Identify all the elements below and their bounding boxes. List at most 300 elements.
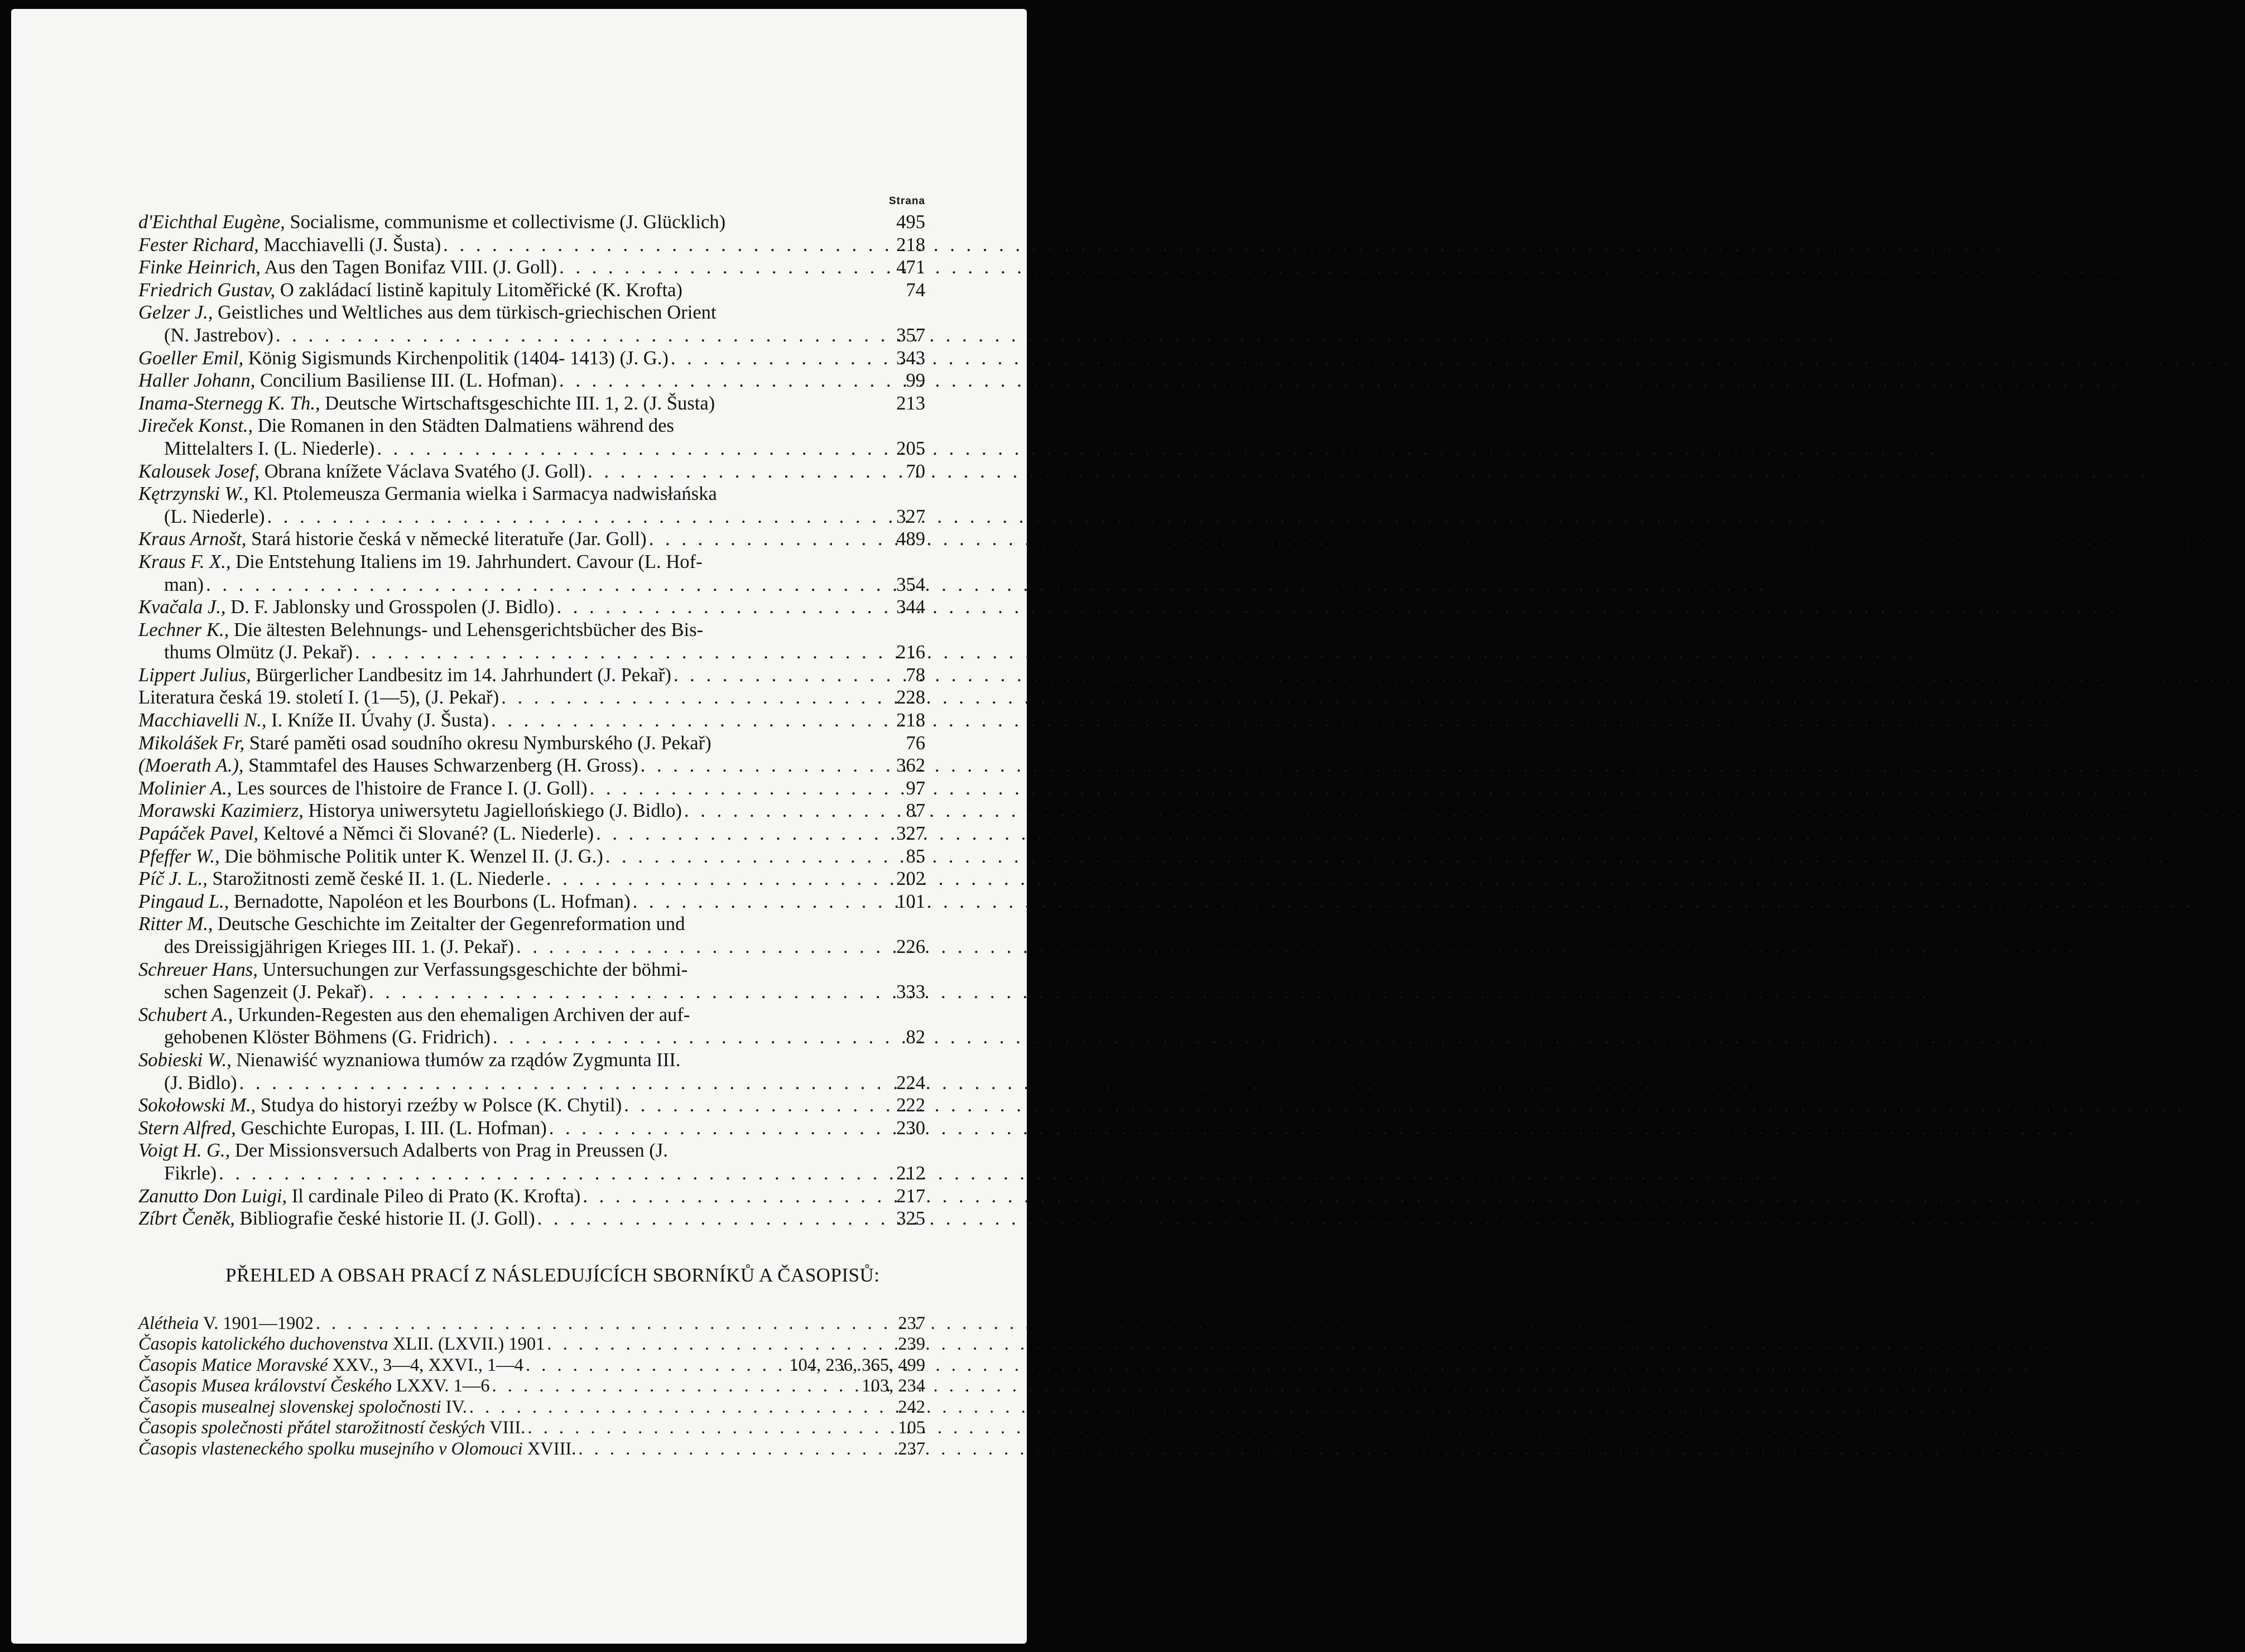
leader-dots	[514, 936, 892, 959]
leader-dots	[467, 1397, 895, 1418]
index-entry	[138, 777, 925, 800]
entry-title: (J. Bidlo)	[164, 1072, 237, 1094]
journal-volume: LXXV. 1—6	[396, 1376, 490, 1396]
leader-dots	[557, 256, 892, 279]
leader-dots	[374, 437, 892, 460]
page-number: 495	[896, 211, 925, 233]
entry-text	[164, 641, 353, 664]
entry-line	[138, 890, 925, 913]
entry-line	[138, 256, 925, 279]
entry-text	[138, 460, 585, 483]
leader-dots	[580, 1185, 892, 1208]
index-entry	[138, 369, 925, 392]
leader-dots	[499, 686, 892, 709]
entry-line	[138, 822, 925, 845]
entry-line	[138, 369, 925, 392]
entry-title: Bibliografie české historie II. (J. Goll)	[239, 1208, 535, 1230]
index-entry	[138, 959, 925, 1004]
entry-title: Studya do historyi rzeźby w Polsce (K. Chytil)	[260, 1095, 622, 1116]
entry-title: Aus den Tagen Bonifaz VIII. (J. Goll)	[264, 257, 557, 278]
index-entry	[138, 1117, 925, 1140]
index-entry	[138, 890, 925, 913]
leader-dots	[594, 822, 892, 845]
index-entry	[138, 1004, 925, 1049]
page-number: 218	[896, 234, 925, 256]
entry-line	[138, 1004, 925, 1027]
journal-page-numbers: 104, 236, 365, 499	[789, 1355, 925, 1375]
leader-dots	[265, 505, 892, 528]
page-number: 327	[896, 823, 925, 845]
entry-line	[138, 777, 925, 800]
entry-text	[164, 505, 265, 528]
leader-dots	[489, 709, 892, 732]
page-number: 97	[906, 777, 925, 799]
entry-text	[138, 392, 715, 415]
page-number: 230	[896, 1117, 925, 1139]
entry-line	[138, 709, 925, 732]
entry-line	[138, 301, 925, 324]
page-number: 101	[896, 890, 925, 912]
entry-title: Staré paměti osad soudního okresu Nymburského (J. Pekař)	[249, 732, 712, 754]
leader-dots	[217, 1162, 892, 1185]
index-entry	[138, 1207, 925, 1230]
journal-text	[138, 1418, 525, 1439]
journal-volume: XXV., 3—4, XXVI., 1—4	[332, 1355, 523, 1375]
entry-text	[138, 890, 631, 913]
strana-header: Strana	[888, 195, 925, 207]
entry-title: Deutsche Wirtschaftsgeschichte III. 1, 2. (J. Šusta)	[325, 392, 715, 414]
entry-line	[138, 664, 925, 687]
leader-dots	[314, 1313, 895, 1335]
page-number: 354	[896, 574, 925, 595]
page-number: 78	[906, 664, 925, 686]
entry-author: Jireček Konst.,	[138, 415, 253, 437]
journal-title: Časopis musealnej slovenskej spoločnosti	[138, 1396, 441, 1417]
leader-dots	[603, 845, 902, 868]
entry-text	[138, 279, 682, 302]
entry-text	[138, 1139, 668, 1162]
entry-line	[138, 211, 925, 234]
entry-line	[138, 324, 925, 347]
entry-text	[164, 574, 204, 596]
index-entry	[138, 460, 925, 483]
entry-author: Papáček Pavel,	[138, 823, 259, 845]
entry-line	[138, 641, 925, 664]
journal-text	[138, 1439, 576, 1460]
entry-line	[138, 1026, 925, 1049]
entry-text	[138, 664, 671, 687]
entry-author: Finke Heinrich,	[138, 257, 261, 278]
leader-dots	[525, 1418, 895, 1439]
leader-dots	[441, 234, 892, 257]
entry-title: O zakládací listině kapituly Litoměřické (K. Krofta)	[280, 279, 682, 301]
entry-line	[138, 868, 925, 890]
entry-text	[138, 845, 603, 868]
index-entry	[138, 211, 925, 234]
entry-title: Die böhmische Politik unter K. Wenzel II. (J. G.)	[224, 845, 603, 867]
entry-title: Il cardinale Pileo di Prato (K. Krofta)	[291, 1185, 581, 1207]
entry-author: Ritter M.,	[138, 913, 213, 935]
leader-dots	[669, 347, 892, 370]
journal-title: Časopis katolického duchovenstva	[138, 1334, 388, 1355]
entry-line	[138, 1049, 925, 1072]
entry-line	[138, 799, 925, 822]
page-number: 213	[896, 392, 925, 414]
entry-author: Zanutto Don Luigi,	[138, 1185, 287, 1207]
page-number: 226	[896, 936, 925, 957]
entry-line	[138, 528, 925, 551]
index-entry	[138, 754, 925, 777]
leader-dots	[588, 777, 902, 800]
entry-line	[138, 392, 925, 415]
index-text-block	[138, 193, 925, 1460]
page-number: 99	[906, 370, 925, 392]
entry-line	[138, 1072, 925, 1095]
leader-dots	[367, 981, 892, 1004]
entry-line	[138, 1117, 925, 1140]
journal-text	[138, 1313, 314, 1335]
index-entry	[138, 301, 925, 346]
entry-text	[138, 1207, 535, 1230]
index-entry	[138, 415, 925, 460]
entry-author: (Moerath A.),	[138, 755, 244, 777]
entry-title: Keltové a Němci či Slované? (L. Niederle)	[263, 823, 594, 845]
entry-line	[138, 279, 925, 302]
entry-title: Geschichte Europas, I. III. (L. Hofman)	[241, 1117, 547, 1139]
entry-line	[138, 1162, 925, 1185]
entry-line	[138, 754, 925, 777]
entry-text	[164, 1026, 491, 1049]
entry-text	[164, 1072, 237, 1095]
entry-title: Socialisme, communisme et collectivisme (J. Glücklich)	[290, 211, 726, 233]
leader-dots	[491, 1026, 902, 1049]
index-entry	[138, 845, 925, 868]
entry-title: Nienawiść wyznaniowa tłumów za rządów Zygmunta III.	[236, 1049, 681, 1071]
entry-line	[138, 936, 925, 959]
entry-text	[164, 1162, 217, 1185]
index-entry	[138, 256, 925, 279]
index-entry	[138, 686, 925, 709]
page-number: 82	[906, 1027, 925, 1048]
entry-title: Obrana knížete Václava Svatého (J. Goll)	[264, 460, 586, 482]
journal-line	[138, 1439, 925, 1460]
entry-title: (L. Niederle)	[164, 505, 265, 527]
index-entry	[138, 913, 925, 958]
entry-title: Literatura česká 19. století I. (1—5), (J. Pekař)	[138, 687, 499, 709]
entry-text	[138, 1049, 680, 1072]
leader-dots	[631, 890, 892, 913]
entry-author: Zíbrt Čeněk,	[138, 1208, 235, 1230]
entry-author: Lippert Julius,	[138, 664, 251, 686]
index-entry	[138, 279, 925, 302]
entry-title: Geistliches und Weltliches aus dem türkisch-griechischen Orient	[218, 302, 717, 324]
entry-author: Schreuer Hans,	[138, 959, 258, 980]
leader-dots	[671, 664, 902, 687]
entry-line	[138, 732, 925, 755]
entry-title: thums Olmütz (J. Pekař)	[164, 642, 353, 663]
page-number: 362	[896, 755, 925, 777]
leader-dots	[490, 1376, 859, 1397]
journal-title: Časopis Musea království Českého	[138, 1376, 392, 1396]
journal-title: Časopis vlasteneckého spolku musejního v Olomouci	[138, 1438, 523, 1459]
page-number: 343	[896, 347, 925, 369]
page-number: 212	[896, 1162, 925, 1184]
index-entry	[138, 1094, 925, 1117]
journal-title: Časopis Matice Moravské	[138, 1355, 328, 1375]
journal-page-numbers: 239	[898, 1334, 925, 1355]
entry-line	[138, 415, 925, 437]
entry-line	[138, 596, 925, 619]
page-number: 333	[896, 981, 925, 1003]
entry-title: des Dreissigjährigen Krieges III. 1. (J. Pekař)	[164, 936, 515, 957]
leader-dots	[204, 574, 892, 596]
entry-author: Haller Johann,	[138, 370, 256, 392]
entry-author: Kvačala J.,	[138, 596, 226, 618]
entry-title: Kl. Ptolemeusza Germania wielka i Sarmacya nadwisłańska	[253, 483, 717, 505]
leader-dots	[576, 1439, 895, 1460]
entry-line	[138, 686, 925, 709]
index-entry	[138, 1185, 925, 1208]
index-entry	[138, 732, 925, 755]
entry-title: Urkunden-Regesten aus den ehemaligen Archiven der auf-	[238, 1004, 690, 1025]
entry-line	[138, 1139, 925, 1162]
page-number: 85	[906, 845, 925, 867]
index-entry	[138, 234, 925, 257]
entry-author: Inama-Sternegg K. Th.,	[138, 392, 320, 414]
entry-line	[138, 619, 925, 642]
entry-author: Sobieski W.,	[138, 1049, 232, 1071]
journal-line	[138, 1418, 925, 1439]
entry-author: Gelzer J.,	[138, 302, 213, 324]
index-entry	[138, 596, 925, 619]
entry-text	[138, 959, 688, 981]
entry-title: (N. Jastrebov)	[164, 324, 273, 346]
entry-text	[138, 596, 554, 619]
index-entry	[138, 799, 925, 822]
entry-title: Fikrle)	[164, 1162, 217, 1184]
journal-page-numbers: 105	[898, 1418, 925, 1438]
entry-line	[138, 347, 925, 370]
journal-line	[138, 1376, 925, 1397]
entry-title: Les sources de l'histoire de France I. (J. Goll)	[237, 777, 588, 799]
entry-text	[138, 1185, 580, 1208]
entry-text	[138, 483, 717, 505]
index-entry	[138, 868, 925, 890]
entry-text	[138, 709, 489, 732]
entry-title: D. F. Jablonsky und Grosspolen (J. Bidlo)	[230, 596, 555, 618]
index-entry	[138, 347, 925, 370]
page-number: 489	[896, 528, 925, 550]
page-number: 74	[906, 279, 925, 301]
page-number: 205	[896, 437, 925, 459]
entry-author: Molinier A.,	[138, 777, 232, 799]
entry-title: Historya uniwersytetu Jagiellońskiego (J. Bidlo)	[308, 800, 682, 822]
entry-author: Kętrzynski W.,	[138, 483, 249, 505]
entry-author: Sokołowski M.,	[138, 1095, 256, 1116]
page-number: 202	[896, 868, 925, 890]
entry-title: Starožitnosti země české II. 1. (L. Niederle	[212, 868, 544, 890]
page-number: 471	[896, 257, 925, 278]
entry-author: Pfeffer W.,	[138, 845, 220, 867]
index-entry	[138, 392, 925, 415]
page-number: 217	[896, 1185, 925, 1207]
journal-volume: XLII. (LXVII.) 1901	[392, 1334, 545, 1355]
entry-author: Friedrich Gustav,	[138, 279, 276, 301]
index-entry	[138, 528, 925, 551]
leader-dots	[544, 868, 892, 890]
entry-author: Morawski Kazimierz,	[138, 800, 304, 822]
leader-dots	[545, 1334, 895, 1355]
page-number: 344	[896, 596, 925, 618]
entry-author: Schubert A.,	[138, 1004, 233, 1025]
page-number: 228	[896, 687, 925, 709]
entry-title: Macchiavelli (J. Šusta)	[263, 234, 441, 256]
entry-text	[138, 1004, 690, 1027]
entry-line	[138, 460, 925, 483]
entry-title: Die Entstehung Italiens im 19. Jahrhundert. Cavour (L. Hof-	[235, 551, 703, 572]
page-number: 87	[906, 800, 925, 822]
entry-title: I. Kníže II. Úvahy (J. Šusta)	[271, 710, 489, 731]
entry-author: Kraus Arnošt,	[138, 528, 247, 550]
page-number: 327	[896, 505, 925, 527]
entry-author: Píč J. L.,	[138, 868, 208, 890]
entry-author: Lechner K.,	[138, 619, 229, 640]
entry-line	[138, 1207, 925, 1230]
page-number: 224	[896, 1072, 925, 1094]
journal-page-numbers: 103, 234	[862, 1376, 925, 1396]
entry-text	[138, 868, 544, 890]
index-entry	[138, 1049, 925, 1094]
entry-author: Macchiavelli N.,	[138, 710, 267, 731]
entry-text	[138, 528, 647, 551]
leader-dots	[622, 1094, 892, 1117]
review-index-list	[138, 211, 925, 1230]
journal-volume: IV.	[445, 1396, 467, 1417]
leader-dots	[523, 1355, 786, 1376]
entry-author: Kraus F. X.,	[138, 551, 231, 572]
entry-text	[138, 1117, 547, 1140]
entry-title: Die Romanen in den Städten Dalmatiens während des	[257, 415, 674, 437]
entry-text	[164, 324, 273, 347]
entry-line	[138, 234, 925, 257]
journal-page-numbers: 237	[898, 1438, 925, 1459]
entry-text	[138, 686, 499, 709]
entry-author: Stern Alfred,	[138, 1117, 236, 1139]
entry-line	[138, 1094, 925, 1117]
entry-author: d'Eichthal Eugène,	[138, 211, 285, 233]
leader-dots	[638, 754, 892, 777]
entry-title: Bürgerlicher Landbesitz im 14. Jahrhundert (J. Pekař)	[256, 664, 671, 686]
entry-text	[138, 301, 717, 324]
page-number: 70	[906, 460, 925, 482]
entry-line	[138, 551, 925, 574]
page-number: 222	[896, 1095, 925, 1116]
journal-page-numbers: 242	[898, 1396, 925, 1417]
leader-dots	[237, 1072, 892, 1095]
entry-author: Pingaud L.,	[138, 890, 229, 912]
journal-line	[138, 1334, 925, 1355]
page-number: 357	[896, 324, 925, 346]
entry-text	[138, 754, 638, 777]
entry-text	[164, 981, 367, 1004]
entry-title: Deutsche Geschichte im Zeitalter der Gegenreformation und	[218, 913, 685, 935]
page-number: 216	[896, 642, 925, 663]
journal-line	[138, 1313, 925, 1335]
entry-title: König Sigismunds Kirchenpolitik (1404- 1413) (J. G.)	[248, 347, 669, 369]
entry-line	[138, 483, 925, 505]
leader-dots	[554, 596, 892, 619]
book-page	[11, 9, 1027, 1644]
leader-dots	[585, 460, 901, 483]
journal-volume: XVIII.	[527, 1438, 576, 1459]
entry-text	[138, 822, 594, 845]
entry-line	[138, 1185, 925, 1208]
entry-author: Voigt H. G.,	[138, 1140, 230, 1162]
entry-text	[138, 369, 557, 392]
entry-author: Fester Richard,	[138, 234, 259, 256]
journal-title: Alétheia	[138, 1313, 199, 1333]
section-heading: PŘEHLED A OBSAH PRACÍ Z NÁSLEDUJÍCÍCH SBORNÍKŮ A ČASOPISŮ:	[225, 1264, 880, 1286]
journal-text	[138, 1334, 545, 1355]
index-entry	[138, 1139, 925, 1184]
entry-title: man)	[164, 574, 204, 595]
index-entry	[138, 709, 925, 732]
journal-text	[138, 1355, 523, 1376]
entry-text	[138, 913, 685, 936]
page-number: 76	[906, 732, 925, 754]
journal-list	[138, 1313, 925, 1460]
leader-dots	[682, 799, 902, 822]
page-number: 325	[896, 1208, 925, 1230]
entry-text	[138, 234, 441, 257]
entry-text	[138, 799, 682, 822]
leader-dots	[353, 641, 892, 664]
leader-dots	[557, 369, 901, 392]
leader-dots	[647, 528, 892, 551]
journal-page-numbers: 237	[898, 1313, 925, 1333]
journal-text	[138, 1397, 467, 1418]
entry-text	[138, 551, 703, 574]
entry-text	[138, 777, 588, 800]
entry-title: Bernadotte, Napoléon et les Bourbons (L. Hofman)	[234, 890, 631, 912]
index-entry	[138, 619, 925, 664]
entry-title: Stará historie česká v německé literatuře (Jar. Goll)	[251, 528, 647, 550]
journal-volume: V. 1901—1902	[203, 1313, 314, 1333]
entry-author: Mikolášek Fr,	[138, 732, 245, 754]
entry-title: Der Missionsversuch Adalberts von Prag in Preussen (J.	[234, 1140, 668, 1162]
index-entry	[138, 551, 925, 596]
journal-volume: VIII.	[489, 1418, 526, 1438]
entry-line	[138, 959, 925, 981]
journal-text	[138, 1376, 490, 1397]
entry-title: Stammtafel des Hauses Schwarzenberg (H. Gross)	[248, 755, 638, 777]
entry-line	[138, 574, 925, 596]
entry-text	[138, 347, 669, 370]
entry-title: schen Sagenzeit (J. Pekař)	[164, 981, 367, 1003]
entry-line	[138, 437, 925, 460]
entry-text	[138, 619, 703, 642]
entry-title: gehobenen Klöster Böhmens (G. Fridrich)	[164, 1027, 491, 1048]
leader-dots	[547, 1117, 892, 1140]
entry-line	[138, 505, 925, 528]
index-entry	[138, 483, 925, 528]
entry-line	[138, 845, 925, 868]
journal-title: Časopis společnosti přátel starožitností českých	[138, 1418, 485, 1438]
entry-text	[138, 415, 674, 437]
leader-dots	[535, 1207, 892, 1230]
entry-title: Concilium Basiliense III. (L. Hofman)	[260, 370, 557, 392]
journal-line	[138, 1355, 925, 1376]
